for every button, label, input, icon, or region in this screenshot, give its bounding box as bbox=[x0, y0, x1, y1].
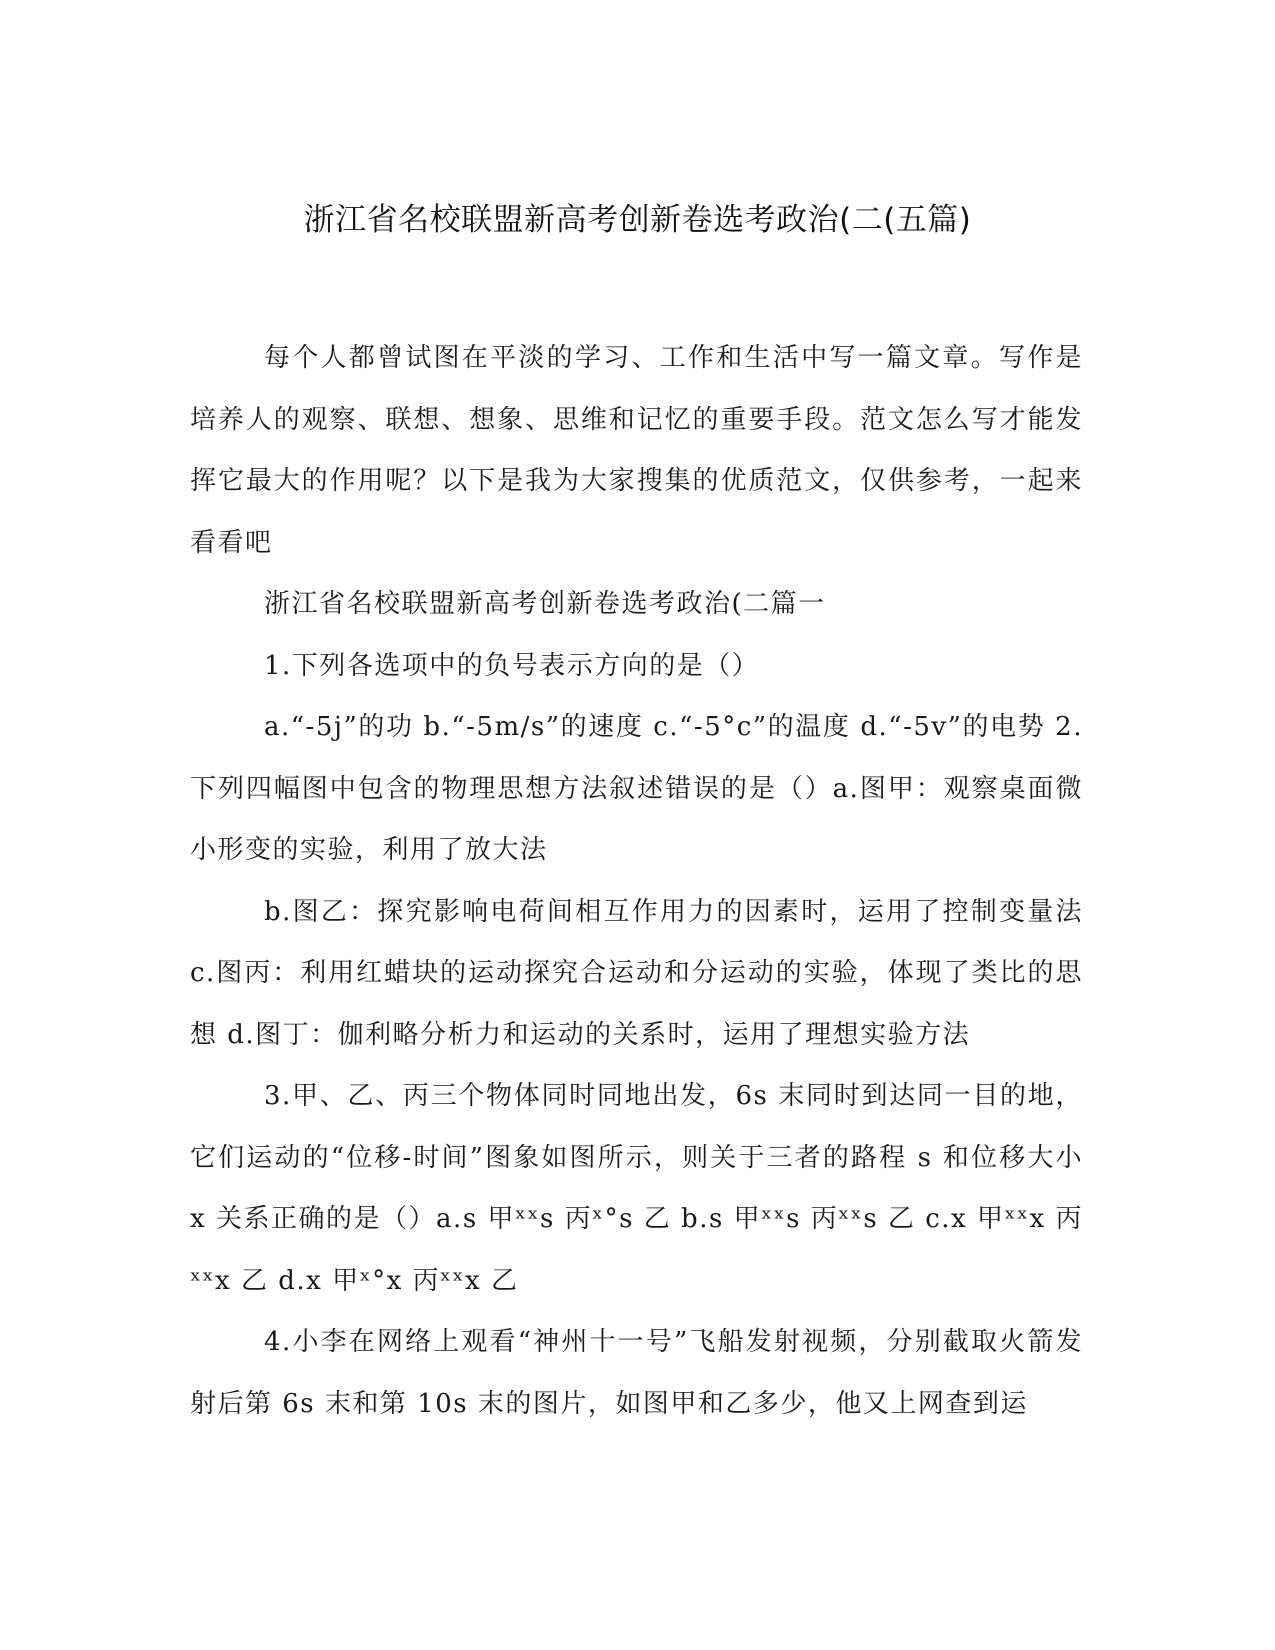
question-3: 3.甲、乙、丙三个物体同时同地出发，6s 末同时到达同一目的地，它们运动的“位移-时间”图象如图所示，则关于三者的路程 s 和位移大小 x 关系正确的是（）a.s 甲ˣˣs 丙ˣ°s 乙 b.s 甲ˣˣs 丙ˣˣs 乙 c.x 甲ˣˣx 丙ˣˣx 乙 d.x 甲ˣ°x 丙ˣˣx 乙 bbox=[190, 1081, 1083, 1296]
question-1-options-and-question-2: a.“-5j”的功 b.“-5m/s”的速度 c.“-5°c”的温度 d.“-5v”的电势 2.下列四幅图中包含的物理思想方法叙述错误的是（）a.图甲：观察桌面微小形变的实验，利用了放大法 bbox=[190, 712, 1083, 865]
intro-paragraph: 每个人都曾试图在平淡的学习、工作和生活中写一篇文章。写作是培养人的观察、联想、想象、思维和记忆的重要手段。范文怎么写才能发挥它最大的作用呢？以下是我为大家搜集的优质范文，仅供参考，一起来看看吧 bbox=[190, 343, 1083, 558]
section-heading: 浙江省名校联盟新高考创新卷选考政治(二篇一 bbox=[264, 589, 826, 619]
question-2-options: b.图乙：探究影响电荷间相互作用力的因素时，运用了控制变量法 c.图丙：利用红蜡块的运动探究合运动和分运动的实验，体现了类比的思想 d.图丁：伽利略分析力和运动的关系时，运用了理想实验方法 bbox=[190, 896, 1083, 1050]
document-title: 浙江省名校联盟新高考创新卷选考政治(二(五篇) bbox=[303, 202, 972, 238]
question-4: 4.小李在网络上观看“神州十一号”飞船发射视频，分别截取火箭发射后第 6s 末和第 10s 末的图片，如图甲和乙多少，他又上网查到运 bbox=[190, 1327, 1083, 1419]
question-1: 1.下列各选项中的负号表示方向的是（） bbox=[264, 650, 760, 681]
document-body bbox=[190, 328, 1083, 1435]
